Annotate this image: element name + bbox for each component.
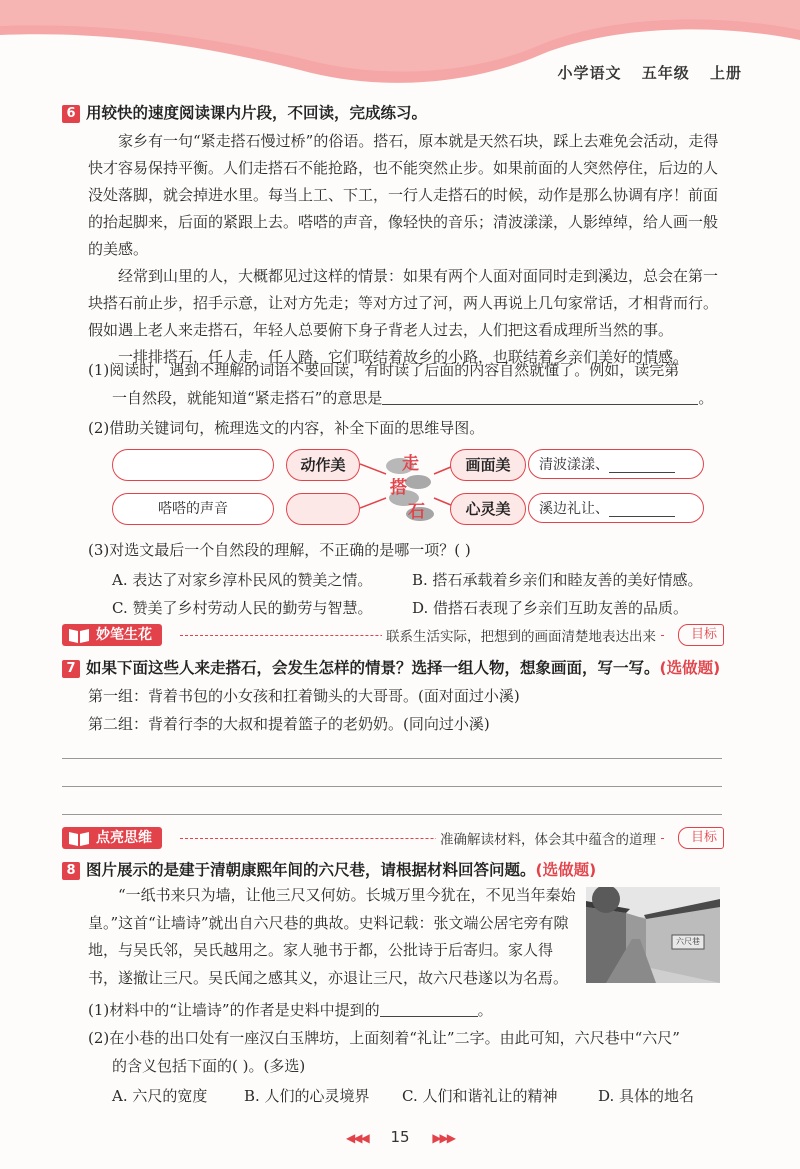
- course-label: 小学语文 五年级 上册: [557, 64, 742, 82]
- q7-title: 7 如果下面这些人来走搭石，会发生怎样的情景？选择一组人物，想象画面，写一写。(选做题): [62, 656, 720, 678]
- q8-title: 8 图片展示的是建于清朝康熙年间的六尺巷，请根据材料回答问题。(选做题): [62, 858, 596, 880]
- writing-line[interactable]: [62, 758, 722, 759]
- q7-group2: 第二组：背着行李的大叔和提着篮子的老奶奶。(同向过小溪): [88, 715, 490, 733]
- q8-option-b[interactable]: B. 人们的心灵境界: [244, 1087, 370, 1105]
- map-box-left-top[interactable]: [112, 449, 274, 481]
- map-box-right-top[interactable]: 清波漾漾、: [528, 449, 704, 479]
- map-label-left-top: 动作美: [286, 449, 360, 481]
- q8-part2-line2: 的含义包括下面的( )。(多选): [112, 1057, 306, 1075]
- next-arrows-icon: ▶▶▶: [432, 1131, 455, 1145]
- section-desc: 联系生活实际，把想到的画面清楚地表达出来: [382, 625, 660, 645]
- open-book-icon: [68, 829, 90, 847]
- q6-option-b[interactable]: B. 搭石承载着乡亲们和睦友善的美好情感。: [412, 571, 703, 589]
- six-foot-alley-photo: [586, 887, 720, 983]
- section-tag: 点亮思维: [62, 827, 162, 849]
- q8-option-c[interactable]: C. 人们和谐礼让的精神: [402, 1087, 558, 1105]
- q8-option-d[interactable]: D. 具体的地名: [598, 1087, 695, 1105]
- writing-line[interactable]: [62, 786, 722, 787]
- q8-part1: (1)材料中的“让墙诗”的作者是史料中提到的 。: [88, 1001, 493, 1019]
- q6-part3-prompt: (3)对选文最后一个自然段的理解，不正确的是哪一项？( ): [88, 541, 471, 559]
- goal-badge: 目标: [678, 624, 724, 646]
- map-label-right-bottom: 心灵美: [450, 493, 526, 525]
- q7-group1: 第一组：背着书包的小女孩和扛着锄头的大哥哥。(面对面过小溪): [88, 687, 520, 705]
- q6-part1-line1: (1)阅读时，遇到不理解的词语不要回读，有时读了后面的内容自然就懂了。例如，读完第: [88, 361, 680, 379]
- goal-badge: 目标: [678, 827, 724, 849]
- q6-para-3: 一排排搭石，任人走，任人踏，它们联结着故乡的小路，也联结着乡亲们美好的情感。: [118, 348, 689, 366]
- q8-part2-line1: (2)在小巷的出口处有一座汉白玉牌坊，上面刻着“礼让”二字。由此可知，六尺巷中“六尺”: [88, 1029, 680, 1047]
- q6-para-2: 经常到山里的人，大概都见过这样的情景：如果有两个人面对面同时走到溪边，总会在第一块搭石前止步，招手示意，让对方先走；等对方过了河，两人再说上几句家常话，才相背而行。假如遇上老人来走搭石，年轻人总要俯下身子背老人过去，人们把这看成理所当然的事。: [88, 267, 719, 339]
- q6-option-c[interactable]: C. 赞美了乡村劳动人民的勤劳与智慧。: [112, 599, 373, 617]
- q7-number: 7: [62, 660, 80, 678]
- q6-title: 6 用较快的速度阅读课内片段，不回读，完成练习。: [62, 101, 427, 123]
- section-header-writing: [62, 624, 724, 648]
- center-title: 走 搭 石: [390, 454, 425, 522]
- writing-line[interactable]: [62, 814, 722, 815]
- q6-passage: [88, 128, 722, 371]
- map-label-left-bottom-blank[interactable]: [286, 493, 360, 525]
- map-box-right-bottom[interactable]: 溪边礼让、: [528, 493, 704, 523]
- section-header-thinking: [62, 827, 724, 851]
- prev-arrows-icon: ◀◀◀: [345, 1131, 368, 1145]
- map-box-left-bottom: 嗒嗒的声音: [112, 493, 274, 525]
- open-book-icon: [68, 626, 90, 644]
- map-label-right-top: 画面美: [450, 449, 526, 481]
- q6-part2-prompt: (2)借助关键词句，梳理选文的内容，补全下面的思维导图。: [88, 419, 485, 437]
- page-footer: [0, 1128, 800, 1146]
- section-desc: 准确解读材料，体会其中蕴含的道理: [436, 828, 660, 848]
- mind-map: [110, 446, 720, 528]
- q6-part1-line2: 一自然段，就能知道“紧走搭石”的意思是 。: [112, 389, 714, 407]
- q8-option-a[interactable]: A. 六尺的宽度: [112, 1087, 208, 1105]
- section-tag: 妙笔生花: [62, 624, 162, 646]
- q6-option-a[interactable]: A. 表达了对家乡淳朴民风的赞美之情。: [112, 571, 373, 589]
- q8-number: 8: [62, 862, 80, 880]
- q8-part1-blank[interactable]: [380, 1000, 478, 1017]
- page-number: 15: [390, 1128, 410, 1146]
- q6-para-1: 家乡有一句“紧走搭石慢过桥”的俗语。搭石，原本就是天然石块，踩上去难免会活动，走得快才容易保持平衡。人们走搭石不能抢路，也不能突然止步。如果前面的人突然停住，后边的人没处落脚，就会掉进水里。每当上工、下工，一行人走搭石的时候，动作是那么协调有序！前面的抬起脚来，后面的紧跟上去。嗒嗒的声音，像轻快的音乐；清波漾漾，人影绰绰，给人画一般的美感。: [88, 132, 719, 258]
- q6-option-d[interactable]: D. 借搭石表现了乡亲们互助友善的品质。: [412, 599, 689, 617]
- photo-sign-text: 六尺巷: [676, 937, 700, 946]
- q6-number: 6: [62, 105, 80, 123]
- q8-material: “一纸书来只为墙，让他三尺又何妨。长城万里今犹在，不见当年秦始皇。”这首“让墙诗”就出自六尺巷的典故。史料记载：张文端公居宅旁有隙地，与吴氏邻，吴氏越用之。家人驰书于都，公批诗于后寄归。家人得书，遂撤让三尺。吴氏闻之感其义，亦退让三尺，故六尺巷遂以为名焉。: [88, 886, 576, 987]
- q6-part1-answer-blank[interactable]: [382, 388, 698, 405]
